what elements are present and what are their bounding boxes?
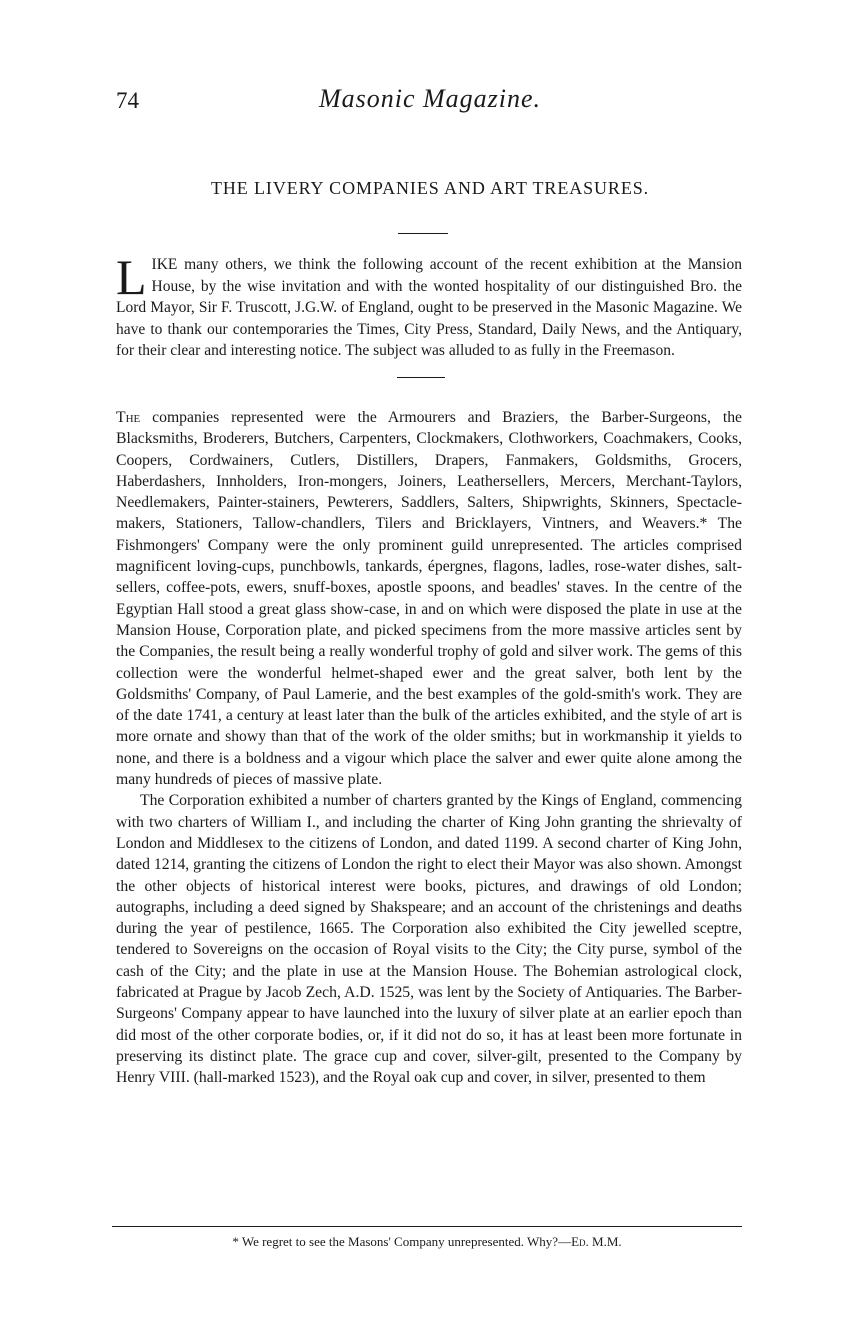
drop-cap: L [116, 249, 147, 305]
intro-paragraph [116, 249, 742, 362]
paragraph-1-text: companies represented were the Armourers and Braziers, the Barber-Surgeons, the Blacksmiths, Broderers, Butchers, Carpenters, Clockmakers, Clothworkers, Coachmakers, Cooks, Coopers, Cordwainers, Cutlers, Distillers, Drapers, Fanmakers, Goldsmiths, Grocers, Haberdashers, Innholders, Iron-mongers, Joiners, Leathersellers, Mercers, Merchant-Taylors, Needlemakers, Painter-stainers, Pewterers, Saddlers, Salters, Shipwrights, Skinners, Spectacle-makers, Stationers, Tallow-chandlers, Tilers and Bricklayers, Vintners, and Weavers.* The Fishmongers' Company were the only prominent guild unrepresented. The articles comprised magnificent loving-cups, punchbowls, tankards, épergnes, flagons, ladles, rose-water dishes, salt-sellers, coffee-pots, ewers, snuff-boxes, apostle spoons, and beadles' staves. In the centre of the Egyptian Hall stood a great glass show-case, in and on which were disposed the plate in use at the Mansion House, Corporation plate, and picked specimens from the more massive articles sent by the Companies, the result being a really wonderful trophy of gold and silver work. The gems of this collection were the wonderful helmet-shaped ewer and the great salver, both lent by the Goldsmiths' Company, of Paul Lamerie, and the best examples of the gold-smith's work. They are of the date 1741, a century at least later than the bulk of the articles exhibited, and the style of art is more ornate and showy than that of the work of the older smiths; but in workmanship it yields to none, and there is a boldness and a vigour which place the salver and ewer quite alone among the many hundreds of pieces of massive plate. [116, 409, 743, 789]
paragraph-lead-word: The [116, 409, 141, 426]
running-header [110, 80, 750, 120]
footnote-rule [112, 1226, 742, 1227]
footnote-signature: Ed. M.M. [571, 1234, 622, 1249]
footnote-text: * We regret to see the Masons' Company unrepresented. Why?— [232, 1234, 572, 1249]
body-paragraph-1 [116, 407, 742, 790]
title-divider [398, 233, 448, 234]
article-body [116, 407, 742, 1089]
magazine-title: Masonic Magazine. [318, 84, 542, 113]
footnote [112, 1234, 742, 1250]
section-divider [397, 377, 445, 378]
article-title: THE LIVERY COMPANIES AND ART TREASURES. [210, 178, 650, 198]
intro-text: IKE many others, we think the following account of the recent exhibition at the Mansion House, by the wise invitation and with the wonted hospitality of our distinguished Bro. the Lord Mayor, Sir F. Truscott, J.G.W. of England, ought to be preserved in the Masonic Magazine. We have to thank our contemporaries the Times, City Press, Standard, Daily News, and the Antiquary, for their clear and interesting notice. The subject was alluded to as fully in the Freemason. [116, 256, 742, 360]
body-paragraph-2: The Corporation exhibited a number of charters granted by the Kings of England, commencing with two charters of William I., and including the charter of King John granting the shrievalty of London and Middlesex to the citizens of London, and dated 1199. A second charter of King John, dated 1214, granting the citizens of London the right to elect their Mayor was also shown. Amongst the other objects of historical interest were books, pictures, and drawings of old London; autographs, including a deed signed by Shakspeare; and an account of the christenings and deaths during the year of pestilence, 1665. The Corporation also exhibited the City jewelled sceptre, tendered to Sovereigns on the occasion of Royal visits to the City; the City purse, symbol of the cash of the City; and the plate in use at the Mansion House. The Bohemian astrological clock, fabricated at Prague by Jacob Zech, A.D. 1525, was lent by the Society of Antiquaries. The Barber-Surgeons' Company appear to have launched into the luxury of silver plate at an earlier epoch than did most of the other corporate bodies, or, if it did not do so, it has at least been more fortunate in preserving its distinct plate. The grace cup and cover, silver-gilt, presented to the Company by Henry VIII. (hall-marked 1523), and the Royal oak cup and cover, in silver, presented to them [116, 792, 742, 1087]
page-number: 74 [116, 88, 139, 113]
